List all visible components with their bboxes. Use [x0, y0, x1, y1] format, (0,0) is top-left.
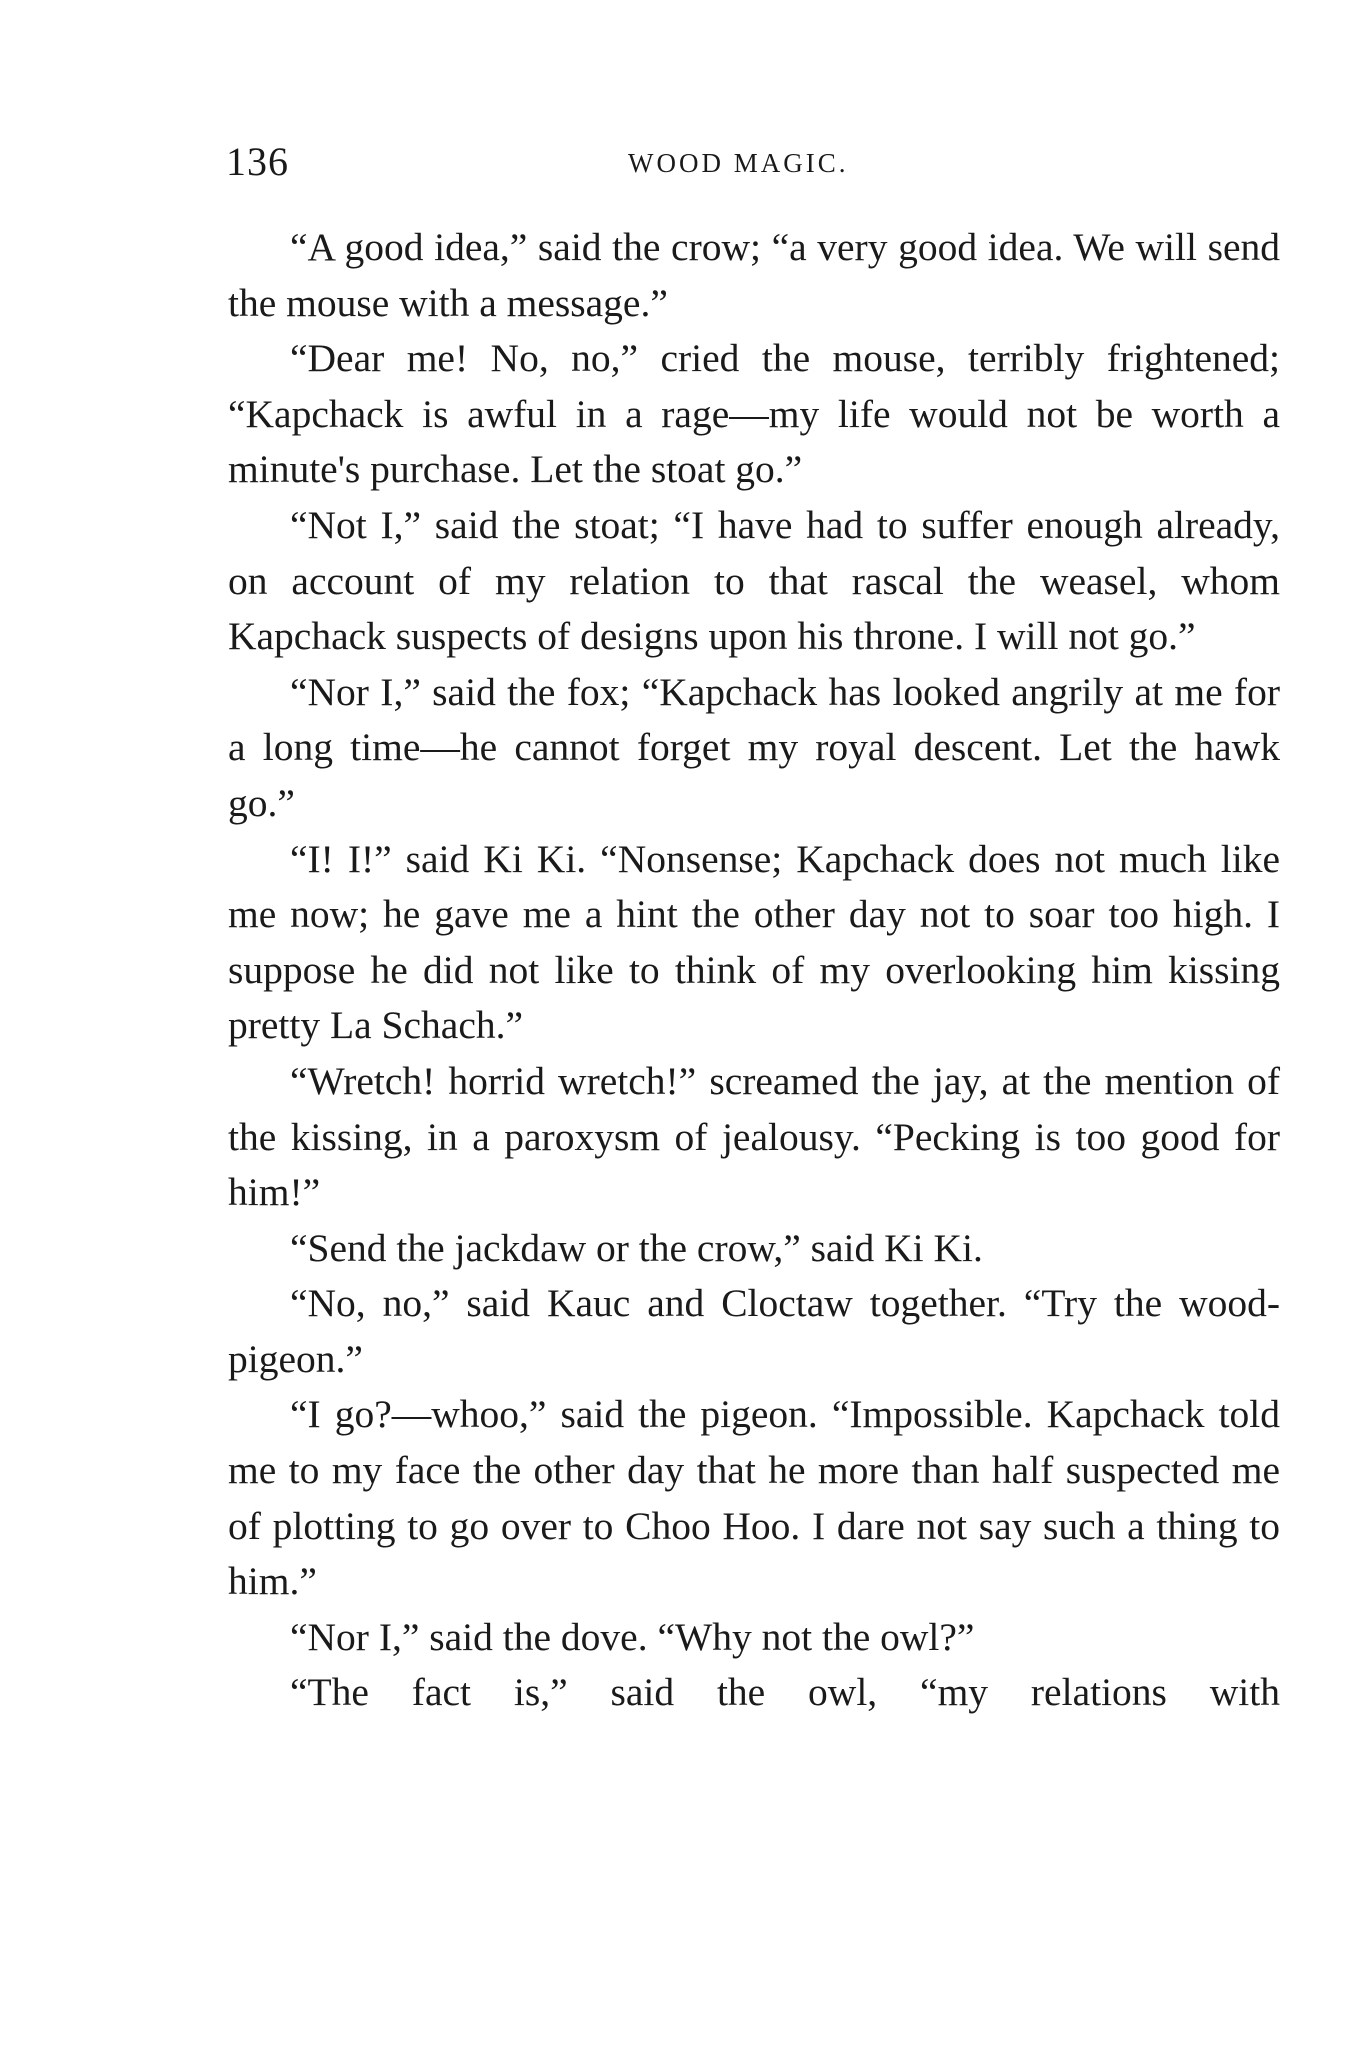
paragraph: “A good idea,” said the crow; “a very good idea. We will send the mouse with a message.” [228, 225, 1280, 325]
paragraph: “I! I!” said Ki Ki. “Nonsense; Kapchack does not much like me now; he gave me a hint the other day not to soar too high. I suppose he did not like to think of my overlooking him kissing pretty La Schach.” [228, 836, 1280, 1048]
paragraph: “Nor I,” said the dove. “Why not the owl?” [290, 1614, 975, 1659]
paragraph: “Wretch! horrid wretch!” screamed the jay, at the mention of the kissing, in a paroxysm of jealousy. “Pecking is too good for him!” [228, 1058, 1280, 1215]
paragraph: “I go?—whoo,” said the pigeon. “Impossible. Kapchack told me to my face the other day that he more than half suspected me of plotting to go over to Choo Hoo. I dare not say such a thing to him.” [228, 1392, 1280, 1604]
running-head: WOOD MAGIC. [628, 148, 849, 178]
paragraph: “Not I,” said the stoat; “I have had to suffer enough already, on account of my relation to that rascal the weasel, whom Kapchack suspects of designs upon his throne. I will not go.” [228, 502, 1280, 659]
paragraph: “Nor I,” said the fox; “Kapchack has looked angrily at me for a long time—he cannot forget my royal descent. Let the hawk go.” [228, 669, 1280, 825]
body-text [228, 220, 1280, 1721]
paragraph: “Dear me! No, no,” cried the mouse, terribly frightened; “Kapchack is awful in a rage—my life would not be worth a minute's purchase. Let the stoat go.” [228, 336, 1280, 492]
paragraph: “Send the jackdaw or the crow,” said Ki Ki. [290, 1225, 983, 1270]
page-number: 136 [226, 139, 289, 184]
paragraph: “The fact is,” said the owl, “my relations with [290, 1670, 1280, 1715]
paragraph: “No, no,” said Kauc and Cloctaw together. “Try the wood-pigeon.” [228, 1281, 1280, 1381]
page-header [226, 138, 1288, 188]
